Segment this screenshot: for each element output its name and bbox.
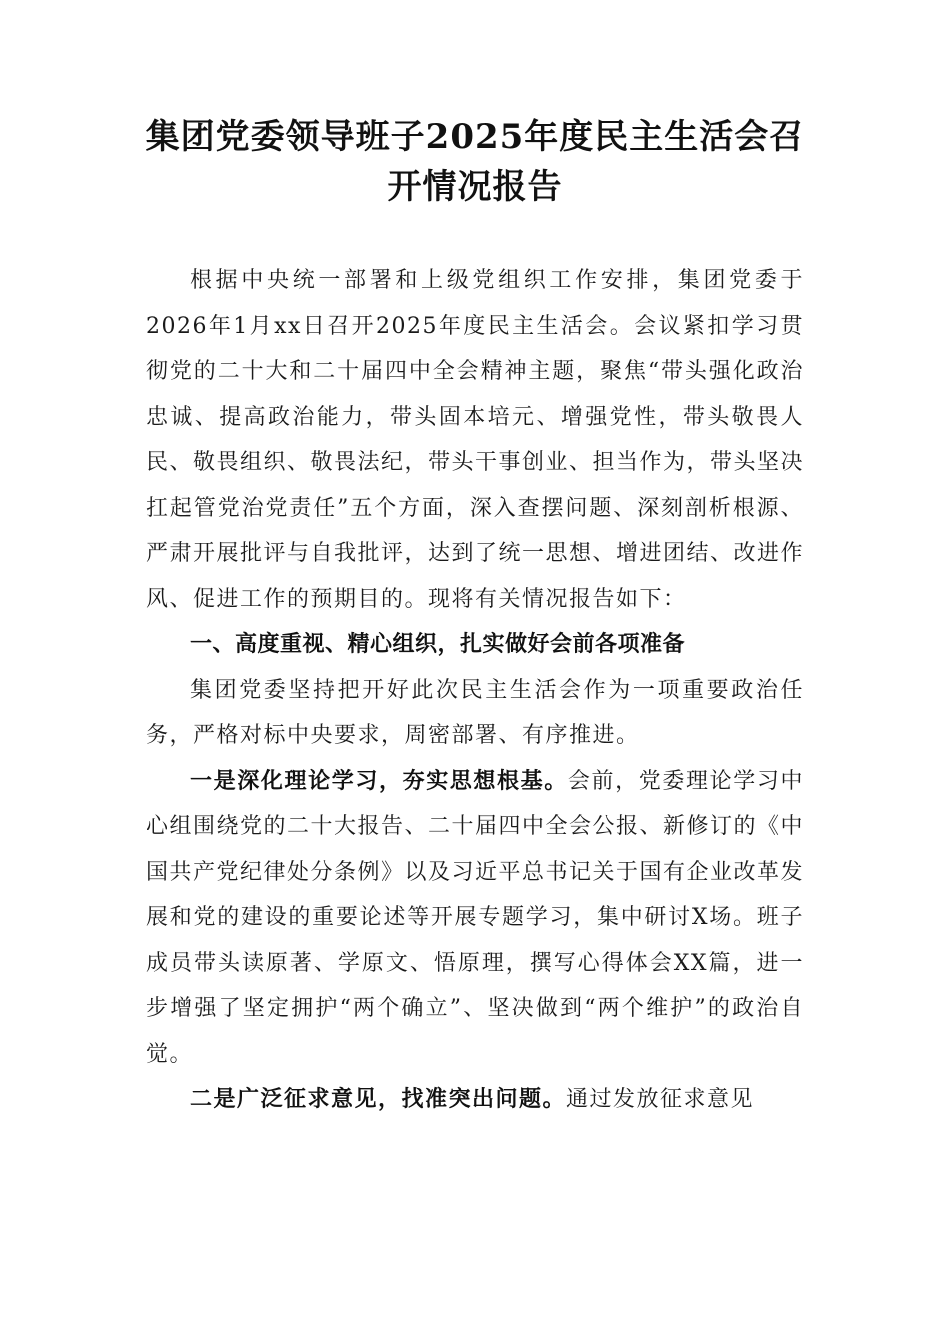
- item-1-lead: 一是深化理论学习，夯实思想根基。: [190, 768, 568, 794]
- item-1-paragraph: [146, 759, 804, 1078]
- item-2-text: 通过发放征求意见: [566, 1087, 755, 1112]
- intro-paragraph: 根据中央统一部署和上级党组织工作安排，集团党委于2026年1月xx日召开2025年度民主生活会。会议紧扣学习贯彻党的二十大和二十届四中全会精神主题，聚焦“带头强化政治忠诚、提高政治能力，带头固本培元、增强党性，带头敬畏人民、敬畏组织、敬畏法纪，带头干事创业、担当作为，带头坚决扛起管党治党责任”五个方面，深入查摆问题、深刻剖析根源、严肃开展批评与自我批评，达到了统一思想、增进团结、改进作风、促进工作的预期目的。现将有关情况报告如下：: [146, 268, 805, 612]
- item-2-paragraph: [146, 1077, 804, 1123]
- title-line-1: 集团党委领导班子2025年度民主生活会召: [145, 117, 805, 157]
- section-1-heading: 一、高度重视、精心组织，扎实做好会前各项准备: [190, 632, 686, 657]
- item-1-text: 会前，党委理论学习中心组围绕党的二十大报告、二十届四中全会公报、新修订的《中国共产党纪律处分条例》以及习近平总书记关于国有企业改革发展和党的建设的重要论述等开展专题学习，集中研讨X场。班子成员带头读原著、学原文、悟原理，撰写心得体会XX篇，进一步增强了坚定拥护“两个确立”、坚决做到“两个维护”的政治自觉。: [146, 768, 805, 1067]
- section-1-intro-paragraph: 集团党委坚持把开好此次民主生活会作为一项重要政治任务，严格对标中央要求，周密部署、有序推进。: [146, 677, 804, 748]
- document-title: [140, 112, 810, 212]
- item-2-lead: 二是广泛征求意见，找准突出问题。: [190, 1087, 567, 1112]
- document-body: [146, 258, 804, 1123]
- title-line-2: 开情况报告: [387, 167, 563, 207]
